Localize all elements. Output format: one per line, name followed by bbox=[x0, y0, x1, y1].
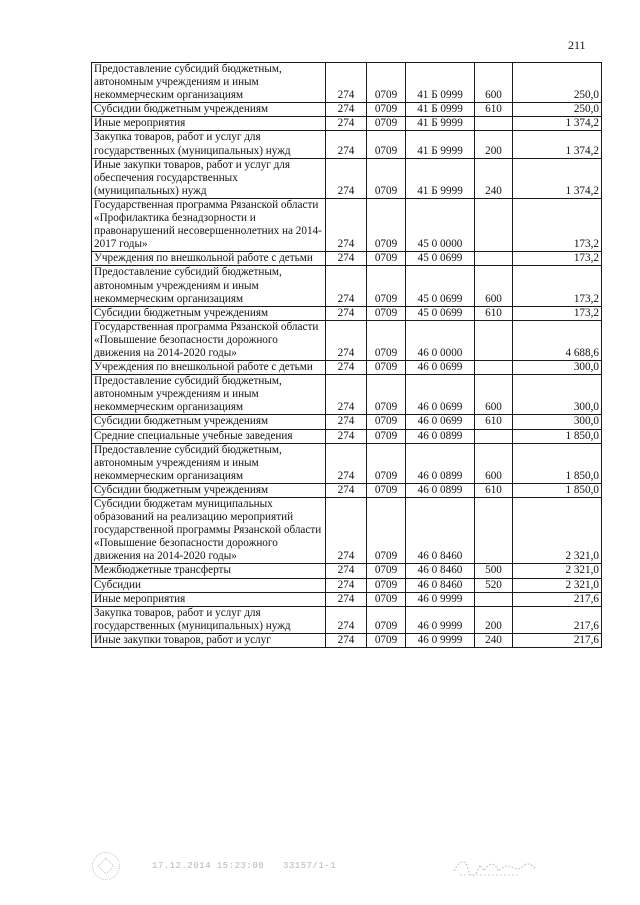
cell-ved: 274 bbox=[326, 266, 367, 306]
cell-sum: 250,0 bbox=[513, 103, 602, 117]
cell-ved: 274 bbox=[326, 361, 367, 375]
cell-rz: 0709 bbox=[367, 578, 406, 592]
cell-name: Государственная программа Рязанской области «Профилактика безнадзорности и правонарушений несовершеннолетних на 2014-2017 годы» bbox=[92, 198, 326, 251]
cell-name: Учреждения по внешкольной работе с детьми bbox=[92, 252, 326, 266]
cell-name: Предоставление субсидий бюджетным, автономным учреждениям и иным некоммерческим организациям bbox=[92, 443, 326, 483]
cell-vr: 600 bbox=[475, 443, 513, 483]
cell-rz: 0709 bbox=[367, 252, 406, 266]
cell-csr: 46 0 0899 bbox=[406, 429, 475, 443]
cell-sum: 173,2 bbox=[513, 266, 602, 306]
cell-vr: 610 bbox=[475, 103, 513, 117]
cell-csr: 46 0 0000 bbox=[406, 320, 475, 360]
cell-vr: 520 bbox=[475, 578, 513, 592]
table-row bbox=[92, 592, 602, 606]
cell-name: Субсидии бюджетным учреждениям bbox=[92, 103, 326, 117]
cell-ved: 274 bbox=[326, 252, 367, 266]
table-row bbox=[92, 320, 602, 360]
cell-csr: 46 0 0699 bbox=[406, 361, 475, 375]
cell-sum: 2 321,0 bbox=[513, 578, 602, 592]
cell-name: Закупка товаров, работ и услуг для государственных (муниципальных) нужд bbox=[92, 131, 326, 158]
stamp-icon bbox=[92, 852, 120, 880]
cell-rz: 0709 bbox=[367, 158, 406, 198]
cell-rz: 0709 bbox=[367, 117, 406, 131]
cell-rz: 0709 bbox=[367, 103, 406, 117]
cell-csr: 46 0 8460 bbox=[406, 564, 475, 578]
cell-name: Учреждения по внешкольной работе с детьми bbox=[92, 361, 326, 375]
table-row bbox=[92, 483, 602, 497]
cell-sum: 4 688,6 bbox=[513, 320, 602, 360]
cell-vr: 500 bbox=[475, 564, 513, 578]
cell-vr bbox=[475, 498, 513, 564]
cell-csr: 41 Б 0999 bbox=[406, 103, 475, 117]
cell-vr: 240 bbox=[475, 158, 513, 198]
cell-rz: 0709 bbox=[367, 375, 406, 415]
cell-rz: 0709 bbox=[367, 606, 406, 633]
cell-ved: 274 bbox=[326, 443, 367, 483]
table-row bbox=[92, 158, 602, 198]
cell-csr: 46 0 8460 bbox=[406, 498, 475, 564]
cell-ved: 274 bbox=[326, 483, 367, 497]
cell-name: Иные мероприятия bbox=[92, 117, 326, 131]
cell-ved: 274 bbox=[326, 606, 367, 633]
cell-vr: 200 bbox=[475, 131, 513, 158]
cell-csr: 46 0 0899 bbox=[406, 483, 475, 497]
cell-vr: 610 bbox=[475, 415, 513, 429]
cell-name: Предоставление субсидий бюджетным, автономным учреждениям и иным некоммерческим организациям bbox=[92, 63, 326, 103]
cell-sum: 1 374,2 bbox=[513, 117, 602, 131]
cell-sum: 2 321,0 bbox=[513, 498, 602, 564]
table-row bbox=[92, 429, 602, 443]
cell-ved: 274 bbox=[326, 633, 367, 647]
cell-ved: 274 bbox=[326, 103, 367, 117]
cell-csr: 46 0 8460 bbox=[406, 578, 475, 592]
cell-sum: 217,6 bbox=[513, 606, 602, 633]
cell-rz: 0709 bbox=[367, 63, 406, 103]
cell-ved: 274 bbox=[326, 131, 367, 158]
cell-csr: 46 0 9999 bbox=[406, 592, 475, 606]
cell-rz: 0709 bbox=[367, 415, 406, 429]
cell-ved: 274 bbox=[326, 306, 367, 320]
cell-rz: 0709 bbox=[367, 361, 406, 375]
signature-icon bbox=[450, 853, 540, 881]
footer-code: 33157/1-1 bbox=[283, 861, 337, 871]
cell-ved: 274 bbox=[326, 429, 367, 443]
cell-sum: 1 374,2 bbox=[513, 131, 602, 158]
table-row bbox=[92, 498, 602, 564]
cell-vr bbox=[475, 592, 513, 606]
cell-csr: 46 0 0699 bbox=[406, 415, 475, 429]
cell-name: Субсидии bbox=[92, 578, 326, 592]
cell-vr bbox=[475, 361, 513, 375]
table-row bbox=[92, 633, 602, 647]
cell-rz: 0709 bbox=[367, 429, 406, 443]
cell-vr bbox=[475, 252, 513, 266]
footer-date: 17.12.2014 15:23:00 bbox=[152, 861, 265, 871]
cell-rz: 0709 bbox=[367, 592, 406, 606]
cell-sum: 300,0 bbox=[513, 415, 602, 429]
cell-rz: 0709 bbox=[367, 306, 406, 320]
cell-rz: 0709 bbox=[367, 198, 406, 251]
cell-rz: 0709 bbox=[367, 498, 406, 564]
table-row bbox=[92, 361, 602, 375]
cell-sum: 1 850,0 bbox=[513, 443, 602, 483]
cell-ved: 274 bbox=[326, 198, 367, 251]
cell-vr: 600 bbox=[475, 63, 513, 103]
cell-csr: 45 0 0699 bbox=[406, 252, 475, 266]
cell-sum: 173,2 bbox=[513, 198, 602, 251]
cell-vr: 240 bbox=[475, 633, 513, 647]
cell-csr: 46 0 9999 bbox=[406, 633, 475, 647]
cell-name: Субсидии бюджетам муниципальных образований на реализацию мероприятий государственной программы Рязанской области «Повышение безопасности дорожного движения на 2014-2020 годы» bbox=[92, 498, 326, 564]
cell-ved: 274 bbox=[326, 592, 367, 606]
cell-csr: 41 Б 9999 bbox=[406, 131, 475, 158]
cell-sum: 173,2 bbox=[513, 252, 602, 266]
cell-rz: 0709 bbox=[367, 320, 406, 360]
cell-ved: 274 bbox=[326, 320, 367, 360]
table-row bbox=[92, 564, 602, 578]
cell-ved: 274 bbox=[326, 498, 367, 564]
table-row bbox=[92, 252, 602, 266]
cell-name: Государственная программа Рязанской области «Повышение безопасности дорожного движения на 2014-2020 годы» bbox=[92, 320, 326, 360]
budget-table bbox=[91, 62, 602, 648]
cell-vr bbox=[475, 429, 513, 443]
cell-csr: 45 0 0000 bbox=[406, 198, 475, 251]
cell-vr: 600 bbox=[475, 266, 513, 306]
cell-name: Предоставление субсидий бюджетным, автономным учреждениям и иным некоммерческим организациям bbox=[92, 375, 326, 415]
cell-sum: 300,0 bbox=[513, 375, 602, 415]
cell-name: Субсидии бюджетным учреждениям bbox=[92, 415, 326, 429]
table-row bbox=[92, 198, 602, 251]
cell-ved: 274 bbox=[326, 375, 367, 415]
cell-rz: 0709 bbox=[367, 633, 406, 647]
table-row bbox=[92, 117, 602, 131]
cell-sum: 1 850,0 bbox=[513, 429, 602, 443]
table-row bbox=[92, 415, 602, 429]
cell-vr bbox=[475, 198, 513, 251]
cell-csr: 41 Б 0999 bbox=[406, 63, 475, 103]
table-row bbox=[92, 606, 602, 633]
cell-vr: 610 bbox=[475, 483, 513, 497]
cell-ved: 274 bbox=[326, 63, 367, 103]
table-row bbox=[92, 131, 602, 158]
cell-sum: 173,2 bbox=[513, 306, 602, 320]
cell-vr bbox=[475, 320, 513, 360]
table-row bbox=[92, 578, 602, 592]
cell-name: Иные закупки товаров, работ и услуг для обеспечения государственных (муниципальных) нужд bbox=[92, 158, 326, 198]
cell-name: Субсидии бюджетным учреждениям bbox=[92, 306, 326, 320]
page-number: 211 bbox=[568, 38, 586, 52]
cell-rz: 0709 bbox=[367, 564, 406, 578]
cell-rz: 0709 bbox=[367, 131, 406, 158]
cell-vr bbox=[475, 117, 513, 131]
cell-sum: 300,0 bbox=[513, 361, 602, 375]
cell-name: Субсидии бюджетным учреждениям bbox=[92, 483, 326, 497]
cell-sum: 2 321,0 bbox=[513, 564, 602, 578]
table-row bbox=[92, 306, 602, 320]
page-footer bbox=[0, 852, 640, 882]
cell-csr: 46 0 9999 bbox=[406, 606, 475, 633]
table-row bbox=[92, 266, 602, 306]
cell-name: Предоставление субсидий бюджетным, автономным учреждениям и иным некоммерческим организациям bbox=[92, 266, 326, 306]
cell-csr: 41 Б 9999 bbox=[406, 158, 475, 198]
table-row bbox=[92, 443, 602, 483]
cell-ved: 274 bbox=[326, 415, 367, 429]
cell-csr: 45 0 0699 bbox=[406, 306, 475, 320]
cell-name: Средние специальные учебные заведения bbox=[92, 429, 326, 443]
cell-ved: 274 bbox=[326, 158, 367, 198]
cell-sum: 250,0 bbox=[513, 63, 602, 103]
cell-name: Закупка товаров, работ и услуг для государственных (муниципальных) нужд bbox=[92, 606, 326, 633]
cell-csr: 41 Б 9999 bbox=[406, 117, 475, 131]
cell-rz: 0709 bbox=[367, 443, 406, 483]
table-row bbox=[92, 63, 602, 103]
cell-csr: 45 0 0699 bbox=[406, 266, 475, 306]
table-row bbox=[92, 375, 602, 415]
cell-ved: 274 bbox=[326, 578, 367, 592]
cell-vr: 600 bbox=[475, 375, 513, 415]
cell-csr: 46 0 0899 bbox=[406, 443, 475, 483]
cell-vr: 200 bbox=[475, 606, 513, 633]
cell-ved: 274 bbox=[326, 564, 367, 578]
cell-vr: 610 bbox=[475, 306, 513, 320]
cell-name: Иные мероприятия bbox=[92, 592, 326, 606]
table-row bbox=[92, 103, 602, 117]
cell-sum: 217,6 bbox=[513, 633, 602, 647]
cell-sum: 217,6 bbox=[513, 592, 602, 606]
cell-csr: 46 0 0699 bbox=[406, 375, 475, 415]
cell-name: Межбюджетные трансферты bbox=[92, 564, 326, 578]
cell-sum: 1 374,2 bbox=[513, 158, 602, 198]
cell-name: Иные закупки товаров, работ и услуг bbox=[92, 633, 326, 647]
cell-rz: 0709 bbox=[367, 266, 406, 306]
cell-sum: 1 850,0 bbox=[513, 483, 602, 497]
cell-ved: 274 bbox=[326, 117, 367, 131]
cell-rz: 0709 bbox=[367, 483, 406, 497]
